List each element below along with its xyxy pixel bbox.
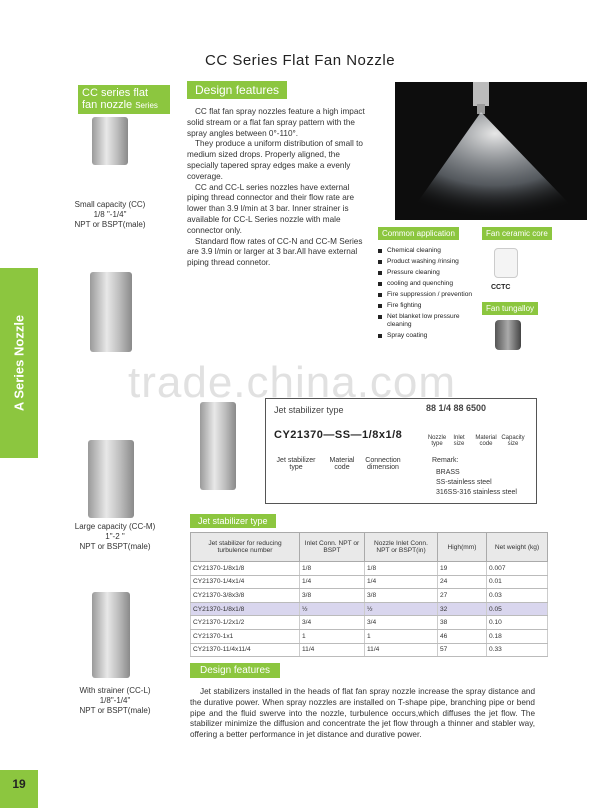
spray-illustration — [395, 82, 587, 220]
table-cell: CY21370-3/8x3/8 — [191, 589, 300, 603]
table-cell: 19 — [438, 562, 487, 576]
spray-photo — [395, 82, 587, 220]
series-label-line1: CC series flat — [82, 87, 149, 99]
table-header: Nozzle Inlet Conn. NPT or BSPT(in) — [365, 533, 438, 562]
code-label-capacity-size: Capacity size — [501, 435, 525, 447]
application-item: Spray coating — [378, 332, 478, 340]
nozzle-caption-line: Small capacity (CC) — [74, 200, 146, 209]
table-cell: 3/8 — [365, 589, 438, 603]
code-label-nozzle-type: Nozzle type — [427, 435, 447, 447]
watermark: trade.china.com — [128, 358, 457, 407]
application-item: Chemical cleaning — [378, 247, 478, 255]
code-label-inlet-size: Inlet size — [453, 435, 465, 447]
table-cell: CY21370-1/8x1/8 — [191, 562, 300, 576]
page-number: 19 — [0, 770, 38, 808]
design-paragraph: They produce a uniform distribution of small to medium sized drops. Properly aligned, the specially tapered spray edges make a evenly coverage. — [187, 139, 363, 181]
nozzle-caption-line: NPT or BSPT(male) — [79, 542, 151, 551]
design-features-2-heading: Design features — [190, 663, 280, 678]
table-row — [191, 575, 548, 589]
nozzle-cc-image — [92, 117, 128, 165]
table-cell: 32 — [438, 602, 487, 616]
nozzle-caption — [60, 522, 170, 552]
table-cell: 1 — [300, 629, 365, 643]
spec-table — [190, 532, 548, 657]
application-item: Pressure cleaning — [378, 269, 478, 277]
table-cell: CY21370-1x1 — [191, 629, 300, 643]
table-row — [191, 589, 548, 603]
material-brass: BRASS — [436, 469, 460, 476]
code-label-type: Jet stabilizer type — [276, 457, 316, 471]
application-list — [378, 247, 478, 343]
table-cell: 1/4 — [365, 575, 438, 589]
design-features-2-paragraph: Jet stabilizers installed in the heads of flat fan spray nozzle increase the spray distance and the durative power. When spray nozzles are installed on T-shape pipe, branching pipe or bend pipe and the fluid swerve into the nozzle, turbulence occurs,which diffuses the jet flow. The stabilizer minimize the diffusion and concentrate the jet flow through a thinner and stabler way, offering a better performance in jet distance and durative power. — [190, 687, 535, 740]
series-label-line3: Series — [135, 101, 158, 110]
page-title: CC Series Flat Fan Nozzle — [205, 52, 396, 69]
code-explanation-box — [265, 398, 537, 504]
table-header: High(mm) — [438, 533, 487, 562]
nozzle-caption-line: NPT or BSPT(male) — [79, 706, 151, 715]
nozzle-cc-l-image — [92, 592, 130, 678]
code-label-material-code: Material code — [475, 435, 497, 447]
application-item: Product washing /rinsing — [378, 258, 478, 266]
design-paragraph: Standard flow rates of CC-N and CC-M Series are 3.9 l/min or larger at 3 bar.All have external piping thread connetor. — [187, 236, 363, 268]
table-cell: CY21370-1/4x1/4 — [191, 575, 300, 589]
ceramic-core-image — [494, 248, 518, 278]
table-row — [191, 616, 548, 630]
tungalloy-heading: Fan tungalloy — [482, 302, 538, 315]
side-tab — [0, 268, 38, 458]
series-label-line2: fan nozzle — [82, 99, 133, 111]
table-cell: 0.33 — [487, 643, 548, 657]
remark-label: Remark: — [432, 457, 459, 464]
table-heading: Jet stabilizer type — [190, 514, 276, 528]
table-cell: ½ — [300, 602, 365, 616]
design-features-text — [187, 107, 372, 269]
table-cell: 0.03 — [487, 589, 548, 603]
table-cell: 1/8 — [365, 562, 438, 576]
design-features-2-text — [190, 687, 535, 741]
table-cell: 1/4 — [300, 575, 365, 589]
jet-stabilizer-image — [200, 402, 236, 490]
nozzle-caption-line: 1"-2 " — [105, 532, 125, 541]
nozzle-caption-line: 1/8"-1/4" — [99, 696, 131, 705]
table-cell: 1 — [365, 629, 438, 643]
table-cell: 11/4 — [300, 643, 365, 657]
design-paragraph: CC and CC-L series nozzles have external piping thread connector and their flow rate are lower than 3.9 l/min at 3 bar. Inner strainer is available for CC-L Series nozzle with male connector only. — [187, 182, 355, 235]
table-cell: 27 — [438, 589, 487, 603]
application-item: Fire suppression / prevention — [378, 291, 478, 299]
table-row-highlighted — [191, 602, 548, 616]
ceramic-core-heading: Fan ceramic core — [482, 227, 552, 240]
code-box-title: Jet stabilizer type — [274, 405, 344, 415]
table-cell: 1/8 — [300, 562, 365, 576]
table-cell: 11/4 — [365, 643, 438, 657]
table-cell: 57 — [438, 643, 487, 657]
table-cell: 46 — [438, 629, 487, 643]
code-string: CY21370—SS—1/8x1/8 — [274, 429, 403, 441]
side-tab-label: A Series Nozzle — [11, 314, 27, 412]
table-cell: 0.05 — [487, 602, 548, 616]
nozzle-caption — [60, 686, 170, 716]
code-box-top-codes: 88 1/4 88 6500 — [426, 403, 487, 413]
table-header-row — [191, 533, 548, 562]
table-cell: 0.18 — [487, 629, 548, 643]
table-cell: 3/8 — [300, 589, 365, 603]
nozzle-caption-line: NPT or BSPT(male) — [74, 220, 146, 229]
table-cell: 0.10 — [487, 616, 548, 630]
ceramic-core-caption: CCTC — [491, 284, 511, 291]
table-cell: 38 — [438, 616, 487, 630]
table-cell: 3/4 — [300, 616, 365, 630]
nozzle-caption — [60, 200, 160, 230]
code-label-material: Material code — [329, 457, 355, 471]
table-cell: CY21370-1/8x1/8 — [191, 602, 300, 616]
table-header: Inlet Conn. NPT or BSPT — [300, 533, 365, 562]
code-label-connection: Connection dimension — [365, 457, 401, 471]
table-header: Jet stabilizer for reducing turbulence number — [191, 533, 300, 562]
application-item: cooling and quenching — [378, 280, 478, 288]
table-row — [191, 562, 548, 576]
design-paragraph: CC flat fan spray nozzles feature a high impact solid stream or a flat fan spray pattern with the spray angles between 0°-110°. — [187, 107, 365, 138]
application-item: Fire fighting — [378, 302, 478, 310]
series-label — [78, 85, 170, 114]
table-cell: 3/4 — [365, 616, 438, 630]
nozzle-cc-n-image — [90, 272, 132, 352]
nozzle-caption-line: 1/8 "-1/4" — [93, 210, 127, 219]
table-cell: 0.01 — [487, 575, 548, 589]
common-application-heading: Common application — [378, 227, 459, 240]
nozzle-caption-line: With strainer (CC-L) — [79, 686, 151, 695]
nozzle-caption-line: Large capacity (CC-M) — [74, 522, 156, 531]
table-row — [191, 643, 548, 657]
material-ss: SS-stainless steel — [436, 479, 492, 486]
application-item: Net blanket low pressure cleaning — [378, 313, 478, 329]
table-cell: 24 — [438, 575, 487, 589]
table-cell: ½ — [365, 602, 438, 616]
table-cell: 0.007 — [487, 562, 548, 576]
table-cell: CY21370-1/2x1/2 — [191, 616, 300, 630]
table-row — [191, 629, 548, 643]
table-cell: CY21370-11/4x11/4 — [191, 643, 300, 657]
material-316ss: 316SS-316 stainless steel — [436, 489, 517, 496]
nozzle-cc-m-image — [88, 440, 134, 518]
tungalloy-image — [495, 320, 521, 350]
table-header: Net weight (kg) — [487, 533, 548, 562]
design-features-heading: Design features — [187, 81, 287, 99]
